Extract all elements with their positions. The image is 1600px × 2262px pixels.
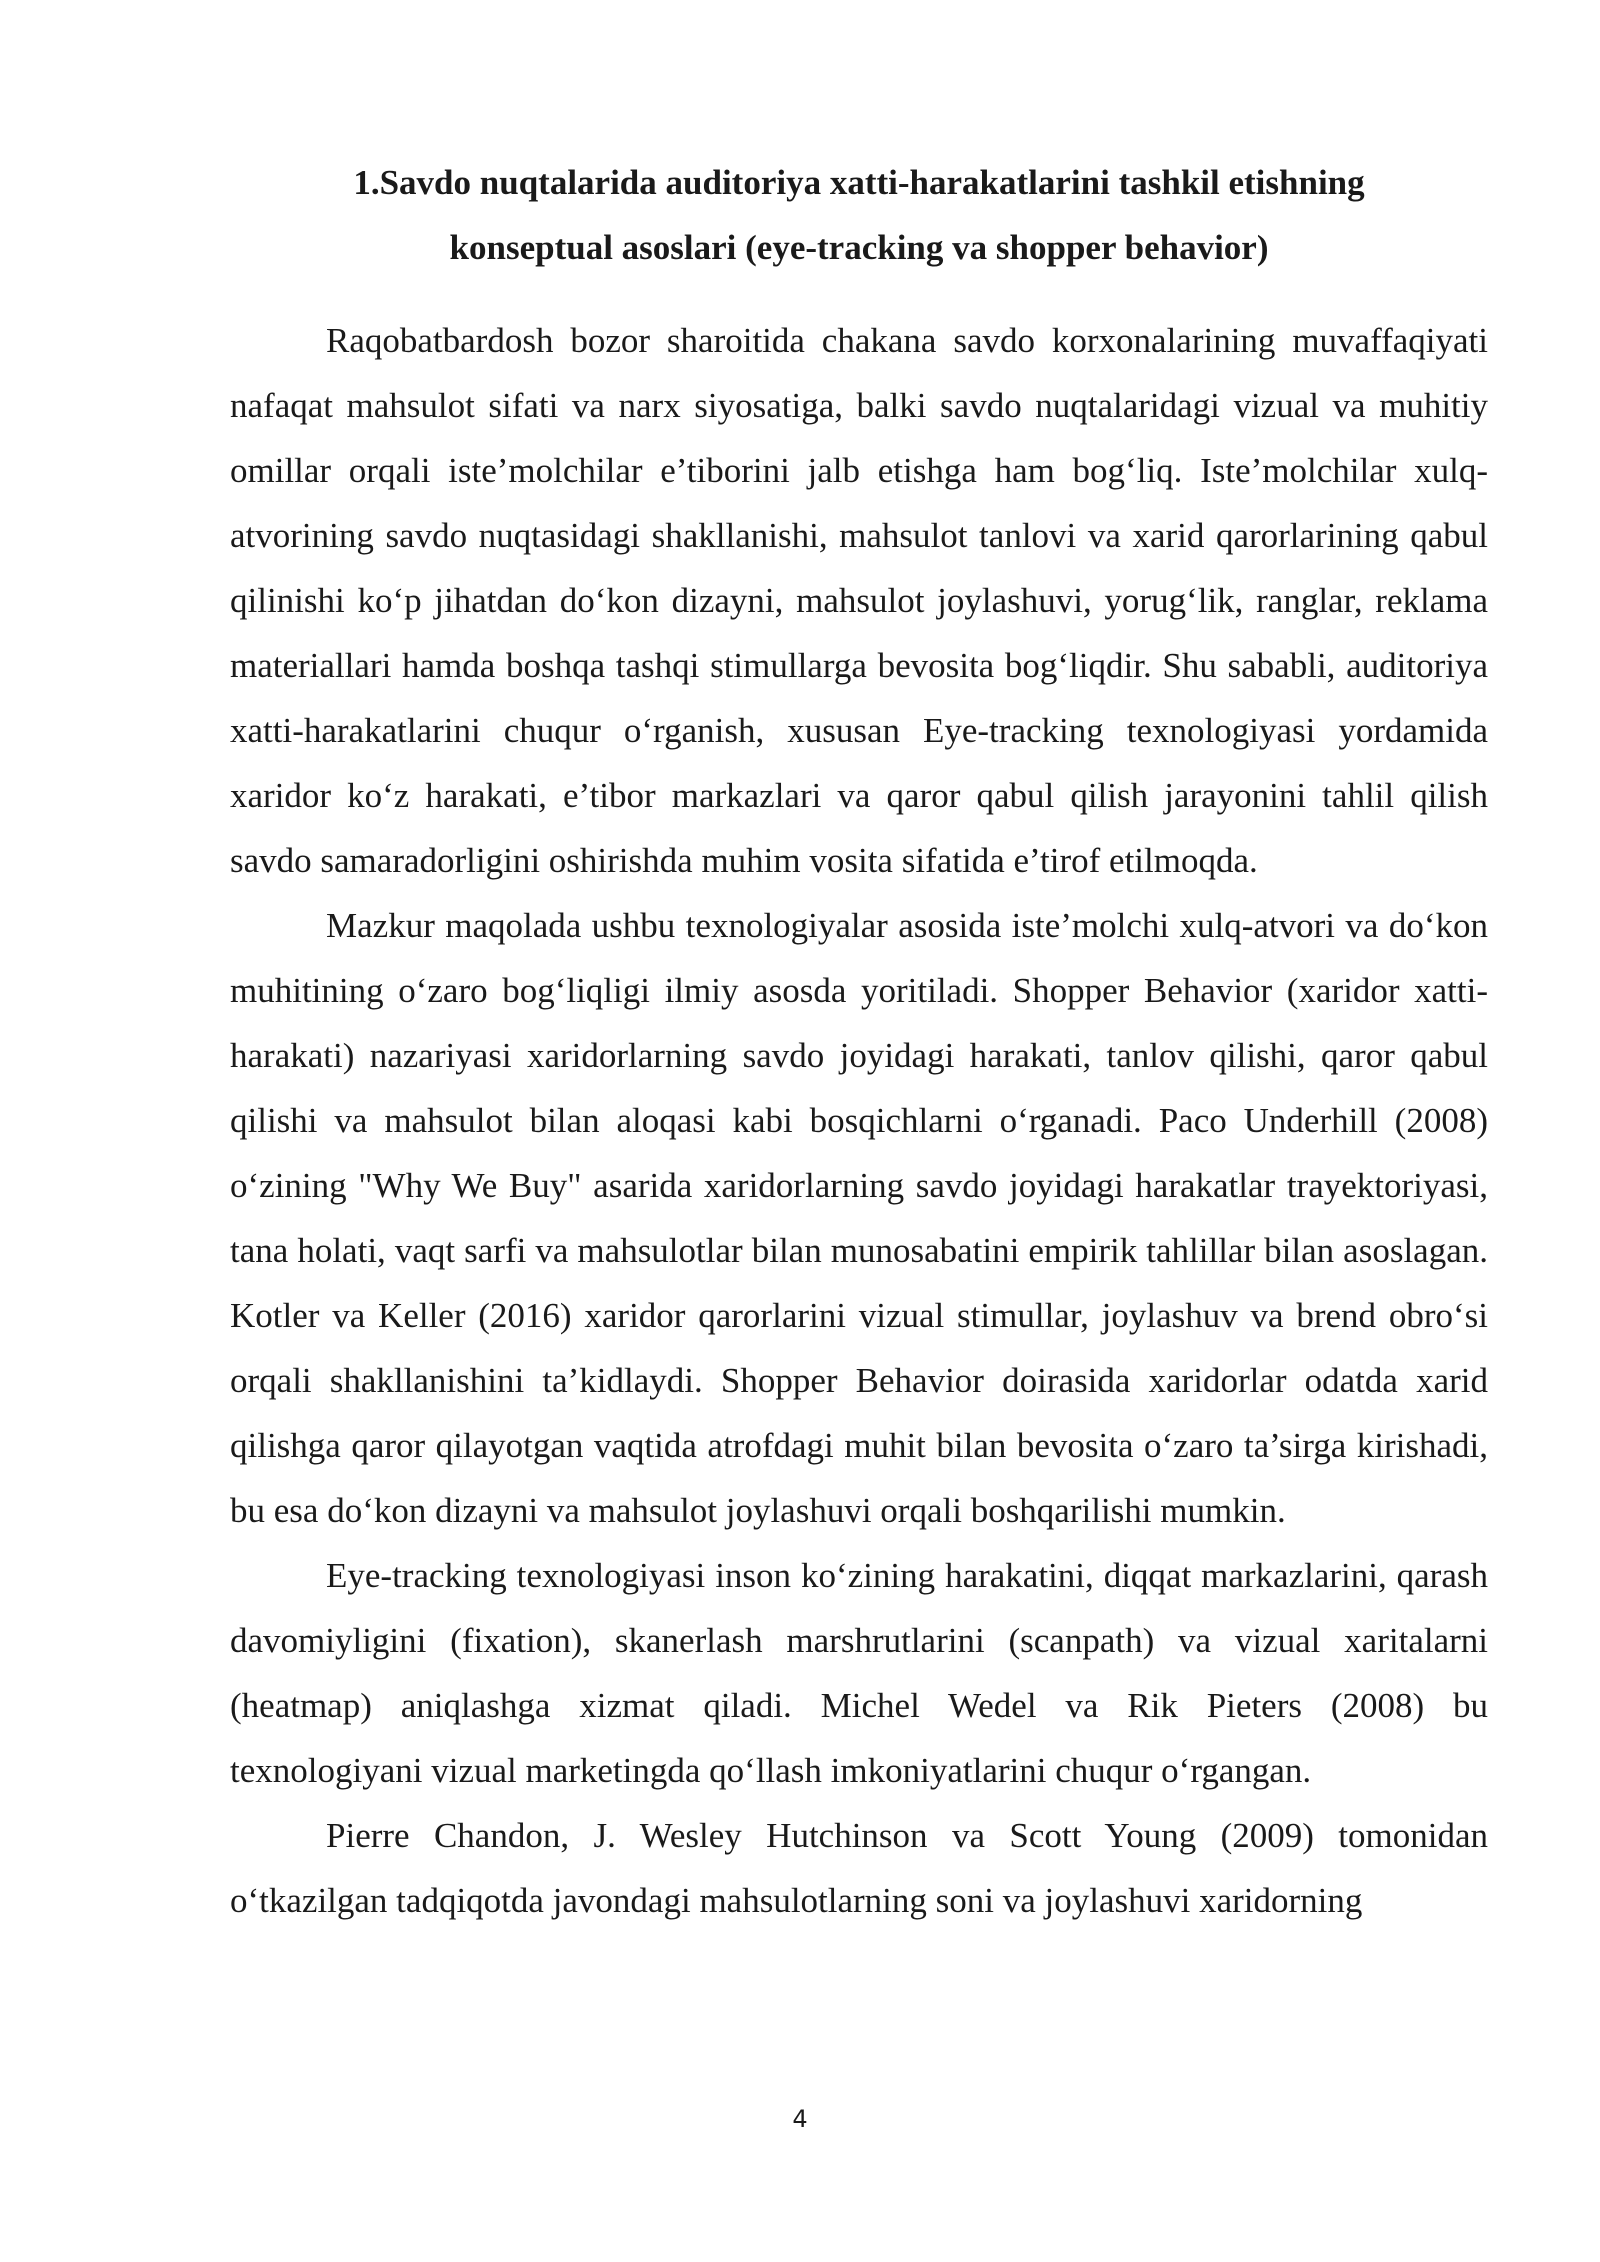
section-title-line-1: 1.Savdo nuqtalarida auditoriya xatti-harakatlarini tashkil etishning <box>353 163 1365 202</box>
page-number: 4 <box>792 2105 808 2133</box>
paragraph-4: Pierre Chandon, J. Wesley Hutchinson va Scott Young (2009) tomonidan o‘tkazilgan tadqiqotda javondagi mahsulotlarning soni va joylashuvi xaridorning <box>230 1816 1488 1920</box>
paragraph-1: Raqobatbardosh bozor sharoitida chakana savdo korxonalarining muvaffaqiyati nafaqat mahsulot sifati va narx siyosatiga, balki savdo nuqtalaridagi vizual va muhitiy omillar orqali iste’molchilar e’tiborini jalb etishga ham bog‘liq. Iste’molchilar xulq- atvorining savdo nuqtasidagi shakllanishi, mahsulot tanlovi va xarid qarorlarining qabul qilinishi ko‘p jihatdan do‘kon dizayni, mahsulot joylashuvi, yorug‘lik, ranglar, reklama materiallari hamda boshqa tashqi stimullarga bevosita bog‘liqdir. Shu sababli, auditoriya xatti-harakatlarini chuqur o‘rganish, xususan Eye-tracking texnologiyasi yordamida xaridor ko‘z harakati, e’tibor markazlari va qaror qabul qilish jarayonini tahlil qilish savdo samaradorligini oshirishda muhim vosita sifatida e’tirof etilmoqda. <box>230 321 1488 880</box>
section-title-line-2: konseptual asoslari (eye-tracking va shopper behavior) <box>449 228 1269 267</box>
document-page <box>230 150 1488 1933</box>
paragraph-2: Mazkur maqolada ushbu texnologiyalar asosida iste’molchi xulq-atvori va do‘kon muhitining o‘zaro bog‘liqligi ilmiy asosda yoritiladi. Shopper Behavior (xaridor xatti- harakati) nazariyasi xaridorlarning savdo joyidagi harakati, tanlov qilishi, qaror qabul qilishi va mahsulot bilan aloqasi kabi bosqichlarni o‘rganadi. Paco Underhill (2008) o‘zining "Why We Buy" asarida xaridorlarning savdo joyidagi harakatlar trayektoriyasi, tana holati, vaqt sarfi va mahsulotlar bilan munosabatini empirik tahlillar bilan asoslagan. Kotler va Keller (2016) xaridor qarorlarini vizual stimullar, joylashuv va brend obro‘si orqali shakllanishini ta’kidlaydi. Shopper Behavior doirasida xaridorlar odatda xarid qilishga qaror qilayotgan vaqtida atrofdagi muhit bilan bevosita o‘zaro ta’sirga kirishadi, bu esa do‘kon dizayni va mahsulot joylashuvi orqali boshqarilishi mumkin. <box>230 906 1488 1530</box>
paragraph-3: Eye-tracking texnologiyasi inson ko‘zining harakatini, diqqat markazlarini, qarash davomiyligini (fixation), skanerlash marshrutlarini (scanpath) va vizual xaritalarni (heatmap) aniqlashga xizmat qiladi. Michel Wedel va Rik Pieters (2008) bu texnologiyani vizual marketingda qo‘llash imkoniyatlarini chuqur o‘rgangan. <box>230 1556 1488 1790</box>
document-body <box>230 308 1488 1933</box>
section-title <box>230 150 1488 280</box>
